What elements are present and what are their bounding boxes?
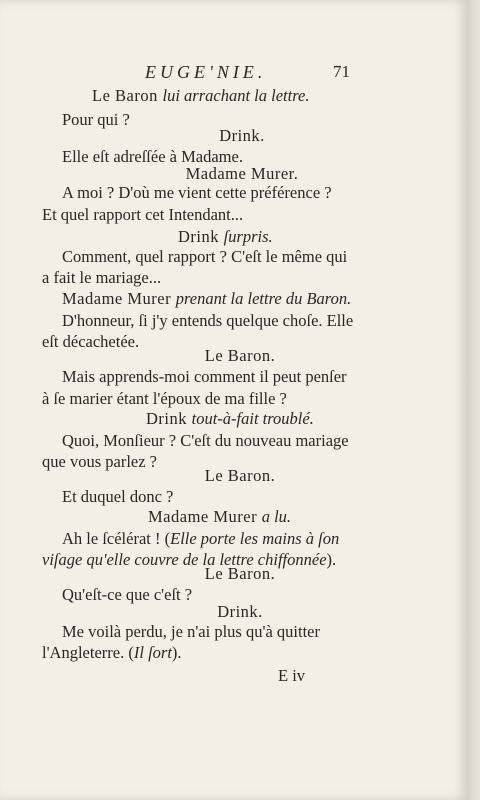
- dialogue-line: viſage qu'elle couvre de la lettre chiffonnée).: [42, 550, 337, 569]
- dialogue-line: Elle eſt adreſſée à Madame.: [62, 147, 243, 166]
- speaker-name: Drink.: [217, 602, 263, 621]
- dialogue-line: Mais apprends-moi comment il peut penſer: [62, 367, 347, 386]
- signature-mark: E iv: [278, 666, 306, 685]
- dialogue-line: Et duquel donc ?: [62, 487, 174, 506]
- dialogue-line: Quoi, Monſieur ? C'eſt du nouveau mariage: [62, 431, 349, 450]
- dialogue-line: Ah le ſcélérat ! (Elle porte les mains à ſon: [62, 529, 340, 548]
- dialogue-line: Pour qui ?: [62, 110, 130, 129]
- speaker-name: Le Baron.: [204, 564, 276, 583]
- dialogue-line: D'honneur, ſi j'y entends quelque choſe. Elle: [62, 311, 354, 330]
- speaker-name: Drink.: [219, 126, 265, 145]
- dialogue-line: à ſe marier étant l'époux de ma fille ?: [42, 389, 287, 408]
- dialogue-line: A moi ? D'où me vient cette préférence ?: [62, 183, 332, 202]
- dialogue-line: que vous parlez ?: [42, 452, 157, 471]
- page-number: 71: [333, 62, 350, 81]
- stage-direction: Drink tout-à-fait troublé.: [146, 409, 314, 428]
- stage-direction: Le Baron lui arrachant la lettre.: [92, 86, 310, 105]
- running-title: EUGE'NIE.: [145, 62, 267, 82]
- dialogue-line: a fait le mariage...: [42, 268, 162, 287]
- speaker-name: Le Baron.: [204, 346, 276, 365]
- stage-direction: Madame Murer a lu.: [148, 507, 292, 526]
- dialogue-line: Et quel rapport cet Intendant...: [42, 205, 244, 224]
- stage-direction: Madame Murer prenant la lettre du Baron.: [62, 289, 352, 308]
- dialogue-line: Qu'eſt-ce que c'eſt ?: [62, 585, 193, 604]
- speaker-name: Madame Murer.: [185, 164, 299, 183]
- dialogue-line: Me voilà perdu, je n'ai plus qu'à quitter: [62, 622, 320, 641]
- dialogue-line: eſt décachetée.: [42, 332, 140, 351]
- dialogue-line: l'Angleterre. (Il ſort).: [42, 643, 182, 662]
- page-edge: [468, 0, 480, 800]
- speaker-name: Le Baron.: [204, 466, 276, 485]
- dialogue-line: Comment, quel rapport ? C'eſt le même qui: [62, 247, 348, 266]
- stage-direction: Drink ſurpris.: [178, 227, 273, 246]
